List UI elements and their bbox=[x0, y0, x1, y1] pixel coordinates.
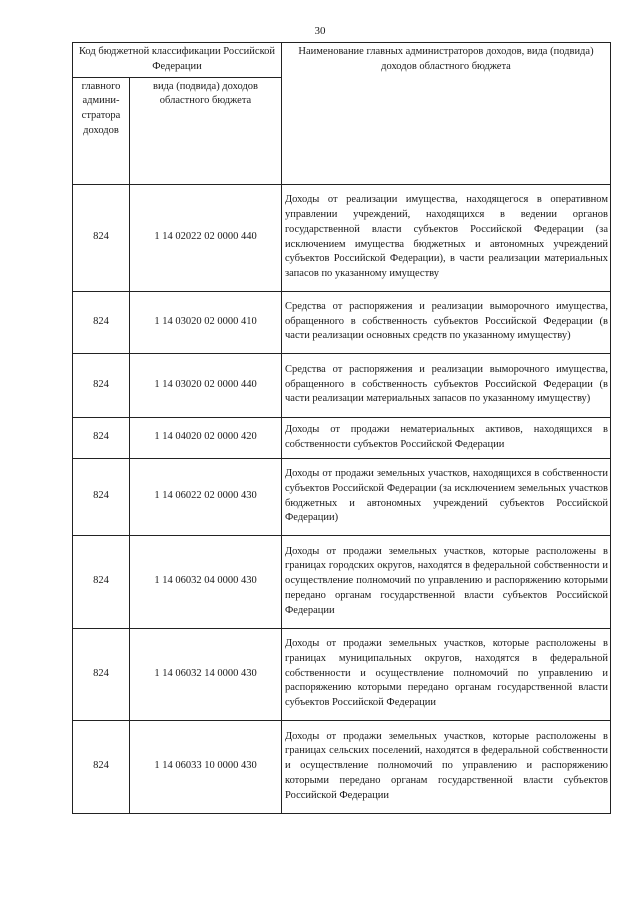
cell-revenue-name: Доходы от продажи земельных участков, находящихся в собственности субъектов Российской Федерации (за исключением земельных участков бюджетных и автономных учреждений субъектов Российской Федерации) bbox=[282, 458, 611, 535]
table-row bbox=[73, 291, 611, 353]
header-classification-code: Код бюджетной классификации Российской Федерации bbox=[73, 43, 282, 78]
cell-administrator-code: 824 bbox=[73, 353, 130, 417]
cell-revenue-code: 1 14 06033 10 0000 430 bbox=[130, 720, 282, 813]
cell-revenue-name: Средства от распоряжения и реализации выморочного имущества, обращенного в собственность субъектов Российской Федерации (в части реализации основных средств по указанному имуществу) bbox=[282, 291, 611, 353]
table-row bbox=[73, 417, 611, 458]
cell-revenue-name: Доходы от продажи земельных участков, которые расположены в границах сельских поселений, находятся в федеральной собственности и осуществление полномочий по управлению и распоряжению которыми передано органам государственной власти субъектов Российской Федерации bbox=[282, 720, 611, 813]
table-row bbox=[73, 184, 611, 291]
header-main-administrator: главного админи-стратора доходов bbox=[73, 77, 130, 184]
cell-revenue-name: Доходы от продажи земельных участков, которые расположены в границах городских округов, находятся в федеральной собственности и осуществление полномочий по управлению и распоряжению которыми передано органам государственной власти субъектов Российской Федерации bbox=[282, 535, 611, 628]
table-row bbox=[73, 628, 611, 720]
cell-administrator-code: 824 bbox=[73, 458, 130, 535]
cell-administrator-code: 824 bbox=[73, 184, 130, 291]
cell-revenue-name: Доходы от реализации имущества, находящегося в оперативном управлении учреждений, находящихся в ведении органов государственной власти субъектов Российской Федерации (за исключением имущества бюджетных и автономных учреждений субъектов Российской Федерации), в части реализации материальных запасов по указанному имуществу bbox=[282, 184, 611, 291]
cell-revenue-name: Средства от распоряжения и реализации выморочного имущества, обращенного в собственность субъектов Российской Федерации (в части реализации материальных запасов по указанному имуществу) bbox=[282, 353, 611, 417]
page-number: 30 bbox=[314, 25, 326, 37]
cell-revenue-code: 1 14 02022 02 0000 440 bbox=[130, 184, 282, 291]
table-body bbox=[73, 184, 611, 813]
budget-classification-table bbox=[72, 42, 611, 814]
table-row bbox=[73, 535, 611, 628]
cell-administrator-code: 824 bbox=[73, 628, 130, 720]
header-revenue-type: вида (подвида) доходов областного бюджета bbox=[130, 77, 282, 184]
cell-administrator-code: 824 bbox=[73, 720, 130, 813]
cell-revenue-code: 1 14 06022 02 0000 430 bbox=[130, 458, 282, 535]
table-row bbox=[73, 720, 611, 813]
cell-administrator-code: 824 bbox=[73, 417, 130, 458]
table-row bbox=[73, 458, 611, 535]
cell-administrator-code: 824 bbox=[73, 535, 130, 628]
header-administrator-name: Наименование главных администраторов доходов, вида (подвида) доходов областного бюджета bbox=[282, 43, 611, 185]
table-row bbox=[73, 353, 611, 417]
cell-revenue-code: 1 14 06032 04 0000 430 bbox=[130, 535, 282, 628]
cell-revenue-name: Доходы от продажи нематериальных активов, находящихся в собственности субъектов Российской Федерации bbox=[282, 417, 611, 458]
cell-revenue-code: 1 14 06032 14 0000 430 bbox=[130, 628, 282, 720]
cell-revenue-name: Доходы от продажи земельных участков, которые расположены в границах муниципальных округов, находятся в федеральной собственности и осуществление полномочий по управлению и распоряжению которыми передано органам государственной власти субъектов Российской Федерации bbox=[282, 628, 611, 720]
cell-administrator-code: 824 bbox=[73, 291, 130, 353]
cell-revenue-code: 1 14 04020 02 0000 420 bbox=[130, 417, 282, 458]
cell-revenue-code: 1 14 03020 02 0000 410 bbox=[130, 291, 282, 353]
cell-revenue-code: 1 14 03020 02 0000 440 bbox=[130, 353, 282, 417]
